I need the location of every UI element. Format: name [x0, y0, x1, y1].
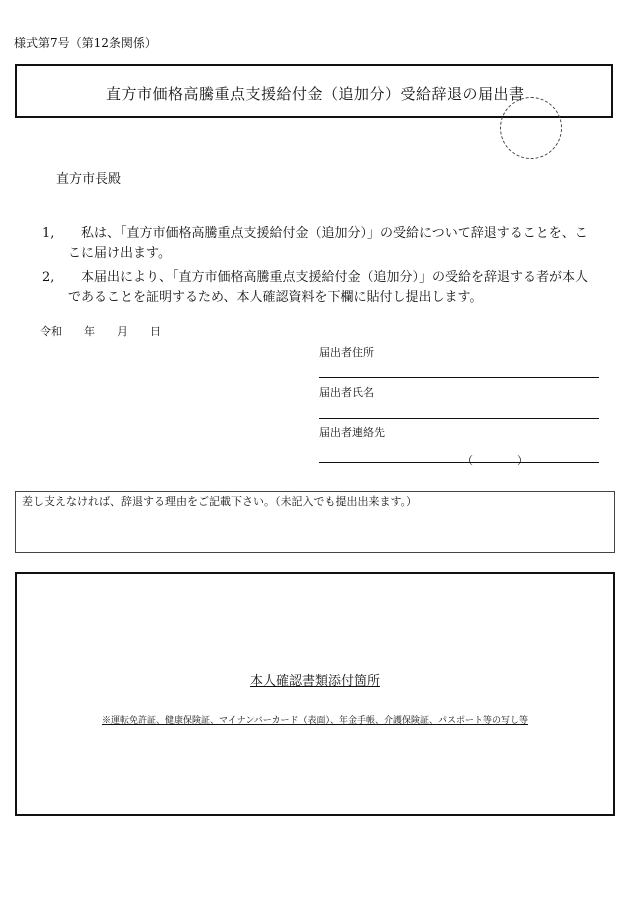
- contact-input-line[interactable]: [319, 462, 599, 463]
- reason-prompt: 差し支えなければ、辞退する理由をご記載下さい。（未記入でも提出出来ます。）: [22, 495, 418, 508]
- item-number: 1,: [42, 226, 55, 241]
- date-month: 月: [117, 325, 128, 338]
- id-section-title: 本人確認書類添付箇所: [249, 674, 380, 689]
- statement-item-1: [42, 224, 602, 264]
- item-number: 2,: [42, 270, 55, 285]
- statement-item-2: [42, 268, 602, 308]
- contact-label: 届出者連絡先: [319, 426, 385, 439]
- id-document-attachment-box: [15, 572, 615, 816]
- contact-parentheses: （ ）: [462, 454, 528, 467]
- address-label: 届出者住所: [319, 346, 374, 359]
- address-input-line[interactable]: [319, 377, 599, 378]
- name-label: 届出者氏名: [319, 386, 374, 399]
- date-day: 日: [150, 325, 161, 338]
- date-line: [40, 323, 161, 339]
- addressee: 直方市長殿: [56, 172, 122, 187]
- date-year: 年: [84, 325, 95, 338]
- date-era: 令和: [40, 325, 62, 338]
- document-title: 直方市価格高騰重点支援給付金（追加分）受給辞退の届出書: [106, 85, 525, 103]
- item-text: 本届出により、「直方市価格高騰重点支援給付金（追加分）」の受給を辞退する者が本人であることを証明するため、本人確認資料を下欄に貼付し提出します。: [68, 270, 589, 305]
- form-number: 様式第7号（第12条関係）: [14, 36, 157, 50]
- name-input-line[interactable]: [319, 418, 599, 419]
- item-text: 私は、「直方市価格高騰重点支援給付金（追加分）」の受給について辞退することを、ここに届け出ます。: [68, 226, 588, 261]
- id-section-note: ※運転免許証、健康保険証、マイナンバーカード（表面）、年金手帳、介護保険証、パスポート等の写し等: [101, 716, 529, 726]
- seal-stamp-area: [500, 97, 562, 159]
